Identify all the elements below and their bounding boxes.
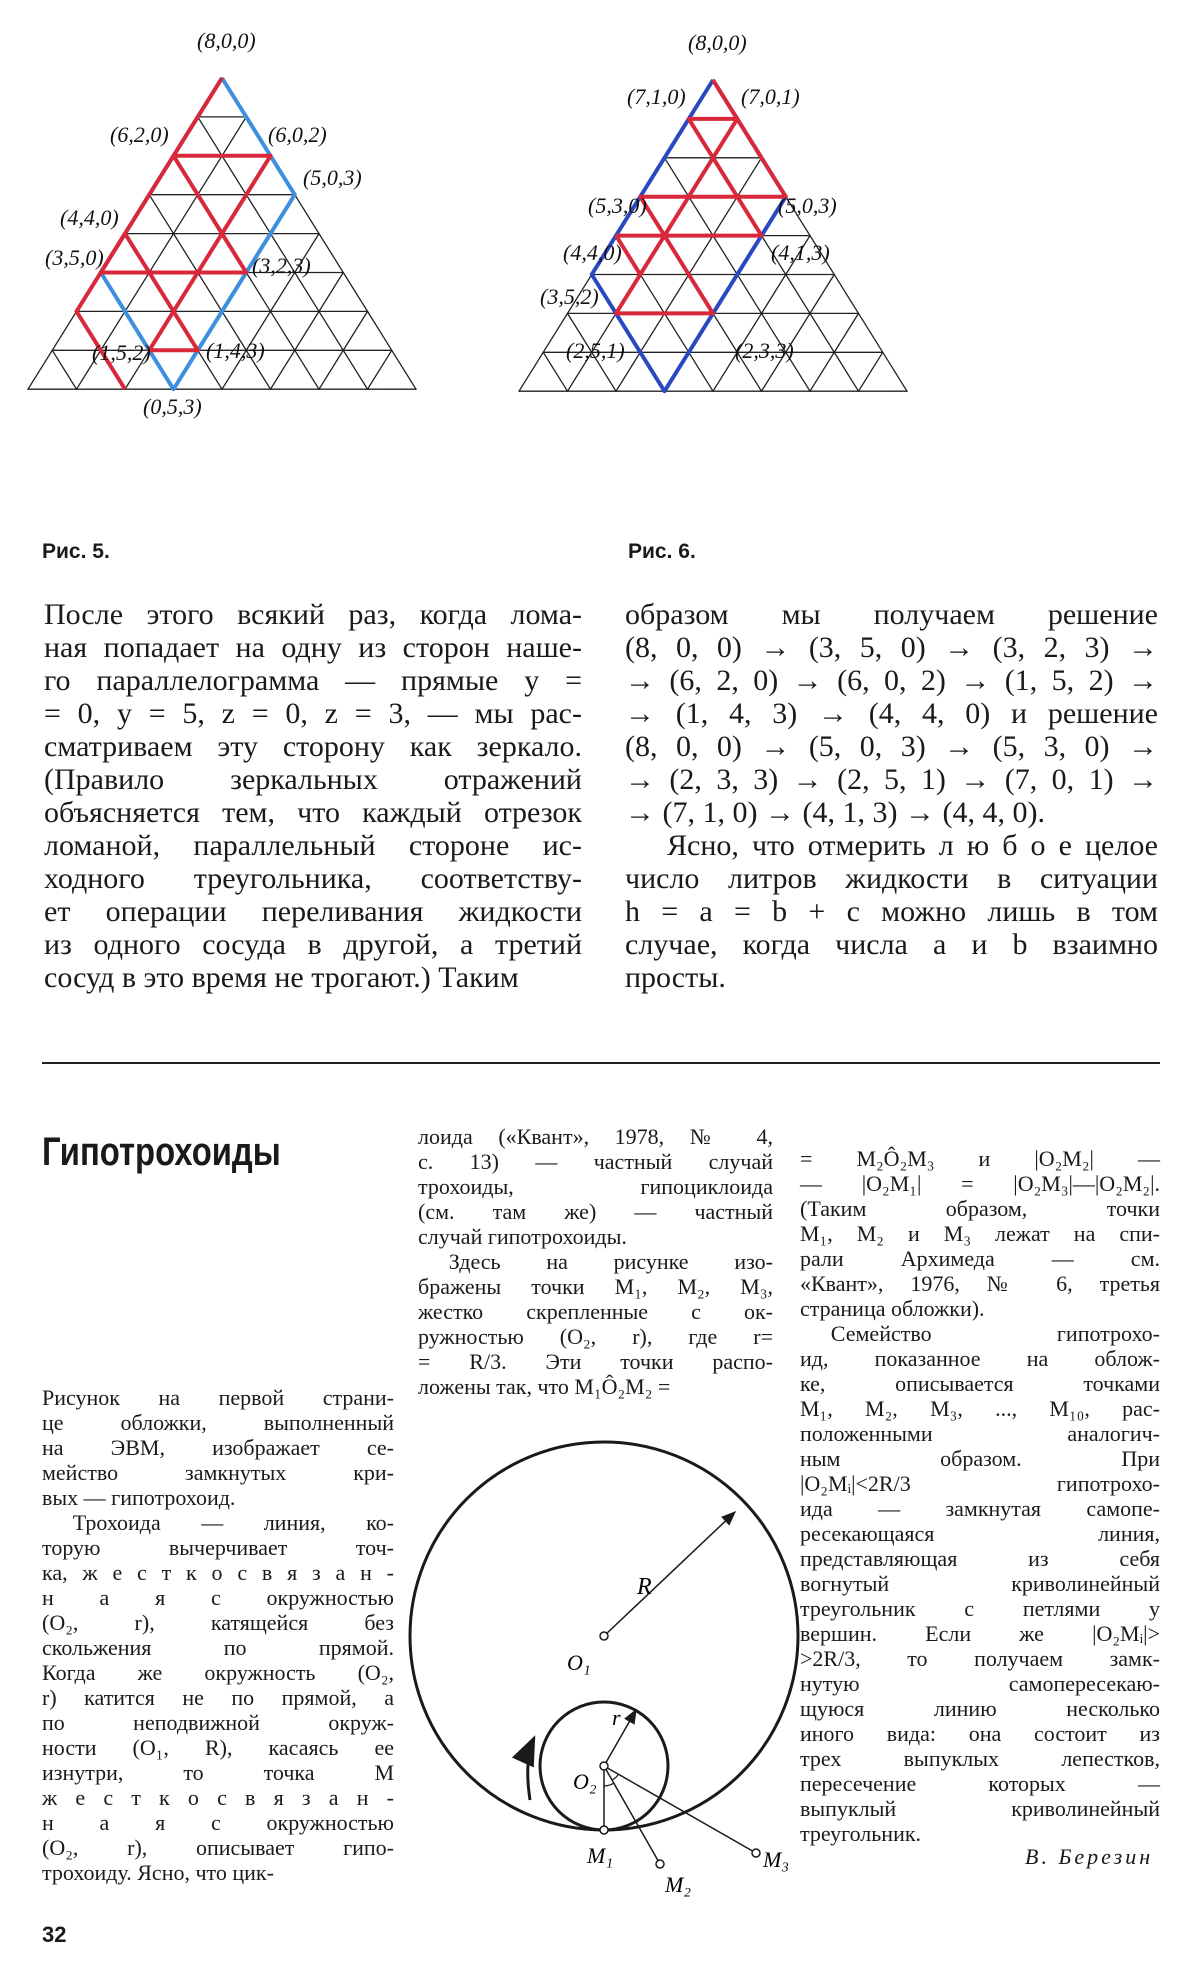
col1-line: по неподвижной окруж- [42,1710,394,1735]
top-left-line: ходного треугольника, соответству- [44,862,582,895]
point-M3 [752,1849,760,1857]
col1-line: ж е с т к о с в я з а н - [42,1785,394,1810]
col1-line: Когда же окружность (O₂, [42,1660,394,1685]
top-left-line: го параллелограмма — прямые y = [44,664,582,697]
col1-line: Рисунок на первой страни- [42,1385,394,1410]
col1-line: ка, ж е с т к о с в я з а н - [42,1560,394,1585]
angle-arc-1 [604,1783,614,1786]
vertex-label: (1,4,3) [206,338,265,363]
label-R: R [637,1574,652,1600]
top-right-line: → (7, 1, 0) → (4, 1, 3) → (4, 4, 0). [625,796,1045,829]
top-left-line: ломаной, параллельный стороне ис- [44,829,582,862]
vertex-label: (7,1,0) [627,84,686,109]
col3-line: ке, описывается точками [800,1371,1160,1396]
grid-line [762,275,835,392]
col3-line: рали Архимеда — см. [800,1246,1160,1271]
top-right-line: → (6, 2, 0) → (6, 0, 2) → (1, 5, 2) → [625,664,1158,697]
label-O2: O₂ [573,1769,597,1794]
top-left-line: из одного сосуда в другой, а третий [44,928,582,961]
top-right-line: (8, 0, 0) → (3, 5, 0) → (3, 2, 3) → [625,631,1158,664]
label-M3: M₃ [763,1847,789,1872]
col3-line: ид, показанное на облож- [800,1346,1160,1371]
figure-6 [540,30,1160,520]
col2-line: бражены точки M₁, M₂, M₃, [418,1274,773,1299]
top-right-line: h = a = b + c можно лишь в том [625,895,1158,928]
col3-line: страница обложки). [800,1296,985,1321]
top-left-line: (Правило зеркальных отражений [44,763,582,796]
col3-line: нутую самопересекаю- [800,1671,1160,1696]
vertex-label: (2,3,3) [735,338,794,363]
col2-line: ружностью (O₂, r), где r= [418,1324,773,1349]
vertex-label: (8,0,0) [688,30,747,55]
point-M2 [656,1860,664,1868]
col1-line: ности (O₁, R), касаясь ее [42,1735,394,1760]
col2-line: ложены так, что M₁Ô₂M₂ = [418,1374,671,1399]
col3-line: |O₂Mᵢ|<2R/3 гипотрохо- [800,1471,1160,1496]
col1-line: вых — гипотрохоид. [42,1485,236,1510]
point-O1 [600,1632,608,1640]
col3-line: — |O₂M₁| = |O₂M₃|—|O₂M₂|. [800,1171,1160,1196]
col2-line: (см. там же) — частный [418,1199,773,1224]
col2-line: с. 13) — частный случай [418,1149,773,1174]
top-right-line: просты. [625,961,726,994]
figure-5 [0,30,560,530]
article-column-1 [42,1385,394,1885]
grid-line [52,350,76,389]
article-author: В. Березин [1025,1844,1154,1869]
article-title: Гипотрохоиды [42,1130,281,1174]
col1-line: (O₂, r), описывает гипо- [42,1835,394,1860]
vertex-label: (4,1,3) [771,240,830,265]
col1-line: изнутри, то точка M [42,1760,394,1785]
top-right-line: число литров жидкости в ситуации [625,862,1158,895]
label-M2: M₂ [665,1872,691,1897]
col3-line: вершин. Если же |O₂Mᵢ|> [800,1621,1160,1646]
top-left-line: После этого всякий раз, когда лома- [44,598,582,631]
col1-line: торую вычерчивает точ- [42,1535,394,1560]
col1-line: (O₂, r), катящейся без [42,1610,394,1635]
vertex-label: (8,0,0) [197,28,256,53]
hypotrochoid-diagram [400,1470,789,1897]
label-r: r [612,1705,621,1730]
angle-arc-2 [612,1775,618,1780]
vertex-label: (3,2,3) [252,253,311,278]
label-M1: M₁ [587,1843,613,1868]
top-left-column [44,598,582,994]
col3-line: положенными аналогич- [800,1421,1160,1446]
vertex-label: (4,4,0) [60,205,119,230]
vertex-label: (5,0,3) [778,193,837,218]
col1-line: скольжения по прямой. [42,1635,394,1660]
col3-line: щуюся линию несколько [800,1696,1160,1721]
col3-line: Семейство гипотрохо- [830,1321,1160,1346]
top-left-line: ет операции переливания жидкости [44,895,582,928]
col2-line: Здесь на рисунке изо- [448,1249,773,1274]
col3-line: выпуклый криволинейный [800,1796,1160,1821]
col2-line: = R/3. Эти точки распо- [418,1349,773,1374]
col3-line: иного вида: она состоит из [800,1721,1160,1746]
top-right-line: → (2, 3, 3) → (2, 5, 1) → (7, 0, 1) → [625,763,1158,796]
col3-line: ресекающаяся линия, [800,1521,1160,1546]
fig6-caption: Рис. 6. [628,540,696,563]
vertex-label: (5,0,3) [303,165,362,190]
label-O1: O₁ [567,1650,591,1675]
col3-line: представляющая из себя [800,1546,1160,1571]
top-left-line: сосуд в это время не трогают.) Таким [44,961,519,994]
col1-line: трохоиду. Ясно, что цик- [42,1860,274,1885]
top-right-line: образом мы получаем решение [625,598,1158,631]
radius-R-line [604,1512,735,1636]
col3-line: треугольник с петлями у [800,1596,1160,1621]
article-column-2 [418,1124,773,1399]
point-M1 [600,1826,608,1834]
col1-line: це обложки, выполненный [42,1410,394,1435]
rolling-direction-arrow [528,1738,534,1800]
vertex-label: (6,0,2) [268,122,327,147]
vertex-label: (7,0,1) [741,84,800,109]
col3-line: вогнутый криволинейный [800,1571,1160,1596]
col1-line: н а я с окружностью [42,1585,394,1610]
col3-line: M₁, M₂ и M₃ лежат на спи- [800,1221,1160,1246]
point-O2 [600,1762,608,1770]
top-left-line: ная попадает на одну из сторон наше- [44,631,582,664]
col3-line: = M₂Ô₂M₃ и |O₂M₂| — [800,1146,1160,1171]
col1-line: Трохоида — линия, ко- [72,1510,394,1535]
col2-line: трохоиды, гипоциклоида [418,1174,773,1199]
col1-line: на ЭВМ, изображает се- [42,1435,394,1460]
vertex-label: (1,5,2) [92,340,151,365]
top-right-line: случае, когда числа a и b взаимно [625,928,1158,961]
top-left-line: сматриваем эту сторону как зеркало. [44,730,582,763]
vertex-label: (3,5,2) [540,284,599,309]
grid-line [859,352,883,391]
col1-line: мейство замкнутых кри- [42,1460,394,1485]
col3-line: треугольник. [800,1821,922,1846]
article-column-3 [800,1146,1160,1846]
top-right-line: Ясно, что отмерить л ю б о е целое [667,829,1158,862]
top-right-line: (8, 0, 0) → (5, 0, 3) → (5, 3, 0) → [625,730,1158,763]
col3-line: ида — замкнутая самопе- [800,1496,1160,1521]
col2-line: жестко скрепленные с ок- [418,1299,773,1324]
vertex-label: (0,5,3) [143,394,202,419]
col2-line: случай гипотрохоиды. [418,1224,627,1249]
col3-line: пересечение которых — [800,1771,1160,1796]
col3-line: >2R/3, то получаем замк- [800,1646,1160,1671]
top-left-line: = 0, y = 5, z = 0, z = 3, — мы рас- [44,697,582,730]
fig5-caption: Рис. 5. [42,540,110,563]
col1-line: н а я с окружностью [42,1810,394,1835]
vertex-label: (6,2,0) [110,122,169,147]
section-divider [42,1062,1160,1064]
top-right-column [625,598,1158,994]
grid-line [368,350,392,389]
top-right-line: → (1, 4, 3) → (4, 4, 0) и решение [625,697,1158,730]
col3-line: (Таким образом, точки [800,1196,1160,1221]
grid-line [271,273,344,390]
page-number: 32 [42,1922,67,1947]
vertex-label: (2,5,1) [566,338,625,363]
col3-line: ным образом. При [800,1446,1160,1471]
vertex-label: (4,4,0) [563,240,622,265]
top-left-line: объясняется тем, что каждый отрезок [44,796,582,829]
vertex-label: (5,3,0) [588,193,647,218]
vertex-label: (3,5,0) [45,245,104,270]
col3-line: M₁, M₂, M₃, ..., M₁₀, рас- [800,1396,1160,1421]
col1-line: r) катится не по прямой, а [42,1685,394,1710]
col2-line: лоида («Квант», 1978, № 4, [418,1124,773,1149]
col3-line: трех выпуклых лепестков, [800,1746,1160,1771]
col3-line: «Квант», 1976, № 6, третья [800,1271,1160,1296]
